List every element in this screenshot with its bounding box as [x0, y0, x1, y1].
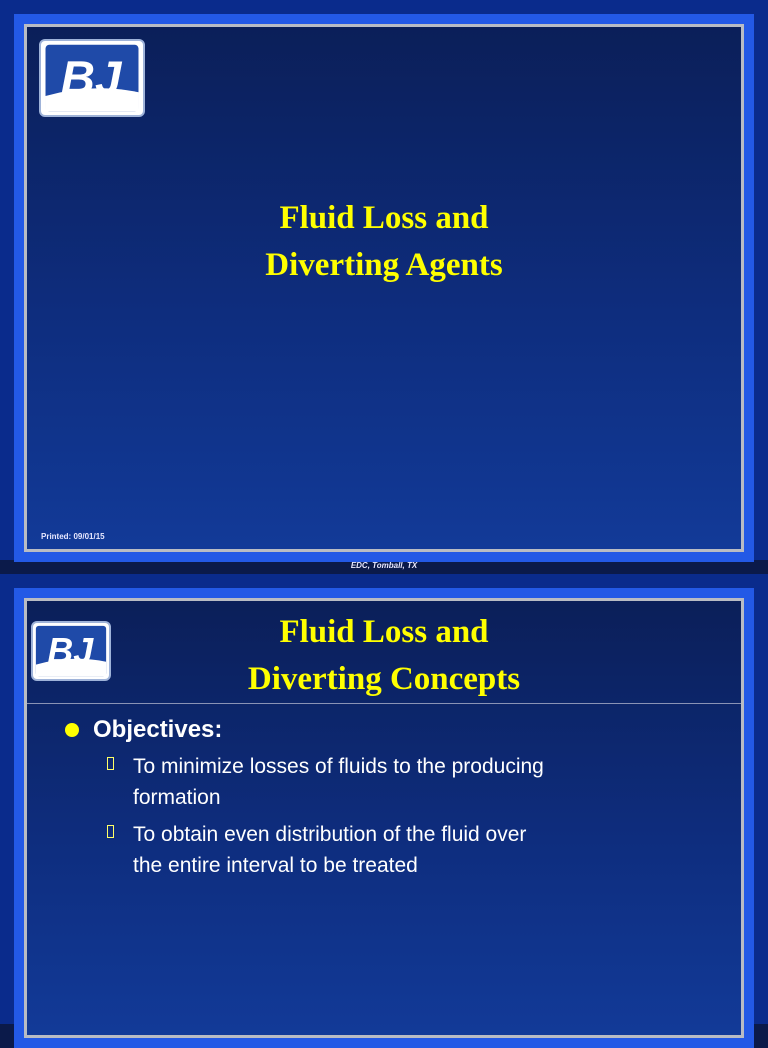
slide-1-title-line-2: Diverting Agents — [265, 247, 503, 283]
slide-footer: EDC, Tomball, TX — [350, 561, 418, 570]
slide-2-title-line-1: Fluid Loss and — [279, 614, 489, 650]
sub-bullet-box-icon — [107, 757, 114, 770]
sub-bullet-text-line: the entire interval to be treated — [133, 854, 418, 877]
slide-2 — [14, 588, 754, 1048]
bullet-list — [65, 715, 721, 881]
svg-text:BJ: BJ — [60, 52, 122, 106]
title-divider — [27, 703, 741, 704]
svg-text:BJ: BJ — [47, 631, 94, 672]
sub-bullet-text-line: To obtain even distribution of the fluid over — [133, 823, 527, 846]
slide-2-title-line-2: Diverting Concepts — [247, 661, 521, 697]
slide-2-title — [27, 609, 741, 703]
slide-2-content — [24, 598, 744, 1038]
slide-1-title-line-1: Fluid Loss and — [279, 200, 489, 236]
bullet-objectives — [65, 715, 721, 745]
sub-bullet-text-line: formation — [133, 786, 221, 809]
sub-bullet-box-icon — [107, 825, 114, 838]
bj-logo — [39, 39, 145, 117]
slide-1 — [14, 14, 754, 562]
sub-bullet — [65, 751, 721, 813]
bullet-objectives-label: Objectives: — [93, 716, 223, 743]
sub-bullet-text-line: To minimize losses of fluids to the producing — [133, 755, 544, 778]
slide-1-content — [24, 24, 744, 552]
sub-bullet — [65, 819, 721, 881]
bullet-dot-icon — [65, 723, 79, 737]
printed-date: Printed: 09/01/15 — [41, 532, 105, 541]
slide-1-title — [27, 195, 741, 289]
bj-logo-icon — [41, 41, 143, 115]
